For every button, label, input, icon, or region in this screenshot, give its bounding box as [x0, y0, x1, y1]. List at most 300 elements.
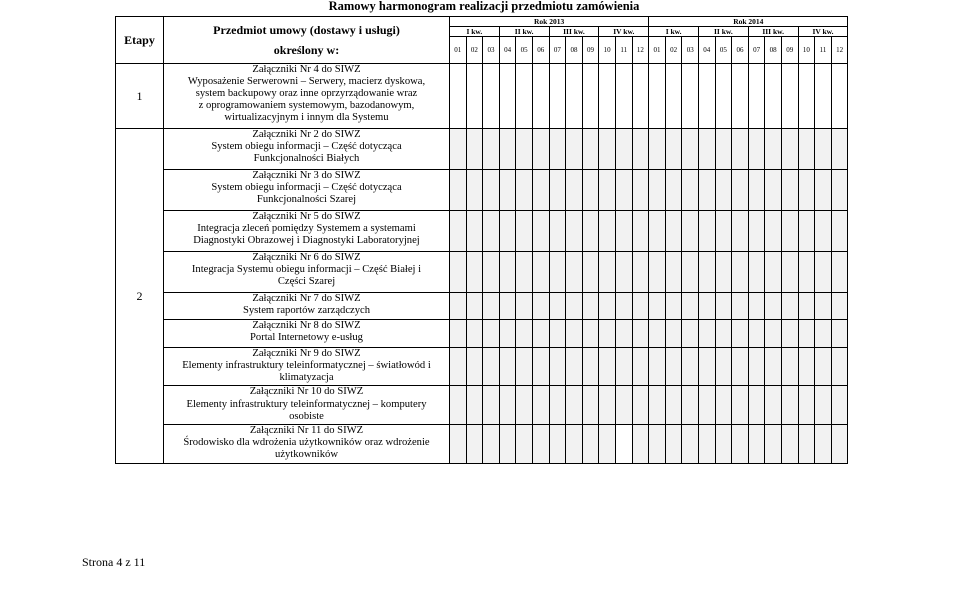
month-cell	[798, 210, 815, 251]
month-cell	[516, 292, 533, 320]
month-cell	[582, 170, 599, 211]
attachment-text-line: wirtualizacyjnym i innym dla Systemu	[224, 112, 389, 124]
month-cell	[715, 64, 732, 129]
month-cell	[632, 292, 649, 320]
quarter-header: II kw.	[699, 27, 749, 37]
month-cell	[516, 347, 533, 386]
month-header: 05	[715, 37, 732, 64]
month-cell	[715, 251, 732, 292]
quarter-header: IV kw.	[798, 27, 848, 37]
month-cell	[483, 425, 500, 464]
month-cell	[715, 210, 732, 251]
month-cell	[566, 64, 583, 129]
month-cell	[599, 386, 616, 425]
stage-number: 2	[116, 129, 164, 464]
month-cell	[665, 347, 682, 386]
month-cell	[582, 320, 599, 348]
month-cell	[682, 64, 699, 129]
month-cell	[483, 210, 500, 251]
attachment-description	[164, 386, 450, 425]
month-cell	[815, 386, 832, 425]
month-cell	[715, 347, 732, 386]
month-header: 08	[765, 37, 782, 64]
month-cell	[499, 320, 516, 348]
month-cell	[466, 251, 483, 292]
month-cell	[532, 292, 549, 320]
attachment-text-line: System raportów zarządczych	[242, 304, 371, 316]
month-cell	[732, 210, 749, 251]
quarter-header: I kw.	[450, 27, 500, 37]
month-header: 02	[665, 37, 682, 64]
month-cell	[831, 386, 848, 425]
month-cell	[466, 425, 483, 464]
month-cell	[450, 129, 467, 170]
month-header: 06	[532, 37, 549, 64]
month-cell	[715, 170, 732, 211]
month-cell	[450, 292, 467, 320]
month-cell	[615, 425, 632, 464]
schedule-row	[116, 425, 848, 464]
schedule-row	[116, 320, 848, 348]
month-cell	[632, 64, 649, 129]
month-cell	[732, 64, 749, 129]
month-cell	[499, 129, 516, 170]
month-cell	[665, 251, 682, 292]
month-cell	[699, 210, 716, 251]
attachment-text-line: Elementy infrastruktury teleinformatycznej – komputery	[186, 398, 427, 410]
month-cell	[699, 64, 716, 129]
schedule-row	[116, 347, 848, 386]
month-cell	[815, 129, 832, 170]
month-cell	[566, 386, 583, 425]
month-cell	[732, 347, 749, 386]
month-cell	[466, 64, 483, 129]
quarter-header: III kw.	[748, 27, 798, 37]
month-cell	[682, 386, 699, 425]
month-cell	[798, 64, 815, 129]
month-cell	[466, 292, 483, 320]
month-cell	[483, 129, 500, 170]
month-cell	[632, 251, 649, 292]
month-cell	[599, 129, 616, 170]
month-header: 05	[516, 37, 533, 64]
month-cell	[665, 64, 682, 129]
month-cell	[466, 320, 483, 348]
attachment-description	[164, 425, 450, 464]
month-cell	[615, 320, 632, 348]
month-cell	[615, 251, 632, 292]
month-cell	[831, 292, 848, 320]
month-cell	[649, 170, 666, 211]
month-cell	[632, 347, 649, 386]
month-cell	[649, 210, 666, 251]
month-cell	[765, 386, 782, 425]
month-cell	[682, 170, 699, 211]
attachment-text-line: Załączniki Nr 6 do SIWZ	[252, 251, 361, 263]
month-cell	[699, 129, 716, 170]
month-cell	[732, 129, 749, 170]
month-cell	[781, 386, 798, 425]
month-cell	[665, 320, 682, 348]
month-header: 03	[483, 37, 500, 64]
schedule-row	[116, 251, 848, 292]
month-cell	[748, 347, 765, 386]
month-cell	[549, 292, 566, 320]
month-cell	[582, 386, 599, 425]
month-cell	[781, 129, 798, 170]
month-cell	[699, 386, 716, 425]
month-cell	[715, 292, 732, 320]
month-cell	[649, 64, 666, 129]
month-cell	[532, 386, 549, 425]
month-cell	[831, 425, 848, 464]
document-title: Ramowy harmonogram realizacji przedmiotu zamówienia	[328, 0, 640, 13]
month-cell	[765, 251, 782, 292]
month-cell	[582, 425, 599, 464]
month-cell	[632, 129, 649, 170]
month-cell	[532, 129, 549, 170]
quarter-header: II kw.	[499, 27, 549, 37]
attachment-text-line: użytkowników	[275, 449, 338, 461]
month-cell	[748, 320, 765, 348]
month-cell	[516, 129, 533, 170]
month-cell	[798, 129, 815, 170]
month-cell	[516, 170, 533, 211]
attachment-text-line: Załączniki Nr 5 do SIWZ	[252, 210, 361, 222]
month-cell	[549, 347, 566, 386]
attachment-text-line: klimatyzacja	[279, 371, 334, 383]
month-cell	[798, 292, 815, 320]
month-cell	[532, 251, 549, 292]
month-cell	[582, 210, 599, 251]
month-cell	[566, 251, 583, 292]
month-header: 02	[466, 37, 483, 64]
month-cell	[665, 129, 682, 170]
month-cell	[450, 386, 467, 425]
month-cell	[516, 320, 533, 348]
schedule-row	[116, 64, 848, 129]
month-cell	[732, 292, 749, 320]
attachment-text-line: Załączniki Nr 7 do SIWZ	[252, 292, 361, 304]
schedule-row	[116, 170, 848, 211]
month-cell	[665, 292, 682, 320]
month-cell	[450, 64, 467, 129]
month-cell	[566, 210, 583, 251]
month-cell	[483, 170, 500, 211]
month-header: 10	[798, 37, 815, 64]
month-cell	[831, 129, 848, 170]
month-cell	[682, 129, 699, 170]
month-cell	[699, 320, 716, 348]
month-cell	[831, 320, 848, 348]
attachment-description	[164, 210, 450, 251]
month-cell	[748, 170, 765, 211]
month-cell	[582, 292, 599, 320]
attachment-text-line: Funkcjonalności Szarej	[256, 194, 357, 206]
month-cell	[615, 210, 632, 251]
schedule-row	[116, 210, 848, 251]
month-cell	[732, 170, 749, 211]
month-cell	[765, 170, 782, 211]
attachment-text-line: Załączniki Nr 4 do SIWZ	[252, 64, 361, 75]
month-cell	[765, 129, 782, 170]
quarter-header: IV kw.	[599, 27, 649, 37]
month-cell	[682, 425, 699, 464]
schedule-row	[116, 386, 848, 425]
quarter-header: III kw.	[549, 27, 599, 37]
month-cell	[499, 386, 516, 425]
month-cell	[450, 170, 467, 211]
stage-column-header: Etapy	[116, 17, 164, 64]
month-header: 12	[831, 37, 848, 64]
month-cell	[781, 170, 798, 211]
month-cell	[682, 347, 699, 386]
month-cell	[532, 170, 549, 211]
attachment-text-line: z oprogramowaniem systemowym, bazodanowym,	[198, 100, 415, 112]
attachment-description	[164, 251, 450, 292]
month-cell	[483, 347, 500, 386]
month-cell	[682, 210, 699, 251]
attachment-text-line: Części Szarej	[277, 275, 336, 287]
attachment-text-line: Diagnostyki Obrazowej i Diagnostyki Laboratoryjnej	[193, 235, 420, 247]
month-cell	[532, 425, 549, 464]
month-cell	[599, 320, 616, 348]
month-cell	[748, 64, 765, 129]
month-cell	[566, 129, 583, 170]
month-cell	[566, 292, 583, 320]
month-cell	[599, 347, 616, 386]
month-cell	[765, 347, 782, 386]
month-cell	[549, 386, 566, 425]
month-cell	[815, 347, 832, 386]
month-cell	[815, 320, 832, 348]
month-header: 06	[732, 37, 749, 64]
month-header: 07	[549, 37, 566, 64]
month-cell	[582, 251, 599, 292]
attachment-description	[164, 292, 450, 320]
month-header: 11	[815, 37, 832, 64]
subject-header-line-2: określony w:	[273, 43, 340, 57]
attachment-description	[164, 129, 450, 170]
attachment-text-line: Elementy infrastruktury teleinformatycznej – światłowód i	[182, 359, 431, 371]
month-cell	[632, 320, 649, 348]
month-cell	[831, 251, 848, 292]
month-cell	[748, 251, 765, 292]
year-header: Rok 2014	[649, 17, 848, 27]
month-cell	[483, 251, 500, 292]
month-cell	[615, 292, 632, 320]
month-cell	[781, 347, 798, 386]
month-cell	[483, 320, 500, 348]
month-cell	[549, 210, 566, 251]
month-cell	[615, 64, 632, 129]
month-cell	[798, 347, 815, 386]
month-cell	[649, 251, 666, 292]
attachment-text-line: System obiegu informacji – Część dotycząca	[211, 182, 402, 194]
month-cell	[815, 251, 832, 292]
month-header: 01	[450, 37, 467, 64]
month-header: 09	[781, 37, 798, 64]
month-cell	[532, 320, 549, 348]
stage-number: 1	[116, 64, 164, 129]
attachment-text-line: Załączniki Nr 3 do SIWZ	[252, 170, 361, 182]
month-cell	[566, 425, 583, 464]
month-cell	[781, 251, 798, 292]
schedule-row	[116, 129, 848, 170]
month-cell	[450, 320, 467, 348]
month-cell	[831, 347, 848, 386]
month-cell	[450, 210, 467, 251]
month-cell	[599, 425, 616, 464]
month-cell	[649, 129, 666, 170]
month-cell	[748, 425, 765, 464]
attachment-text-line: Środowisko dla wdrożenia użytkowników oraz wdrożenie	[183, 437, 430, 449]
month-cell	[466, 210, 483, 251]
schedule-row	[116, 292, 848, 320]
attachment-description	[164, 64, 450, 129]
month-cell	[781, 64, 798, 129]
attachment-text-line: Załączniki Nr 9 do SIWZ	[252, 347, 361, 359]
month-cell	[516, 210, 533, 251]
month-cell	[499, 347, 516, 386]
month-cell	[699, 170, 716, 211]
year-header: Rok 2013	[450, 17, 649, 27]
subject-column-header	[164, 17, 450, 64]
month-cell	[615, 347, 632, 386]
header-row-years	[116, 17, 848, 27]
month-cell	[549, 320, 566, 348]
month-cell	[815, 170, 832, 211]
month-cell	[450, 251, 467, 292]
month-cell	[831, 210, 848, 251]
month-cell	[499, 292, 516, 320]
month-cell	[649, 386, 666, 425]
month-header: 09	[582, 37, 599, 64]
month-cell	[566, 347, 583, 386]
month-cell	[632, 170, 649, 211]
schedule-table	[115, 16, 848, 464]
month-cell	[781, 292, 798, 320]
month-cell	[483, 292, 500, 320]
month-cell	[582, 129, 599, 170]
attachment-text-line: System obiegu informacji – Część dotycząca	[211, 141, 402, 153]
month-cell	[831, 170, 848, 211]
attachment-text-line: osobiste	[289, 410, 324, 422]
month-cell	[699, 425, 716, 464]
month-cell	[732, 320, 749, 348]
month-header: 10	[599, 37, 616, 64]
month-header: 03	[682, 37, 699, 64]
month-cell	[682, 251, 699, 292]
month-cell	[798, 170, 815, 211]
month-cell	[798, 251, 815, 292]
month-cell	[682, 320, 699, 348]
month-cell	[632, 425, 649, 464]
month-cell	[516, 64, 533, 129]
month-cell	[499, 64, 516, 129]
month-cell	[549, 251, 566, 292]
attachment-text-line: system backupowy oraz inne oprzyrządowanie wraz	[195, 88, 418, 100]
month-cell	[599, 64, 616, 129]
month-cell	[765, 64, 782, 129]
attachment-text-line: Portal Internetowy e-usług	[250, 332, 363, 344]
month-cell	[765, 425, 782, 464]
month-cell	[599, 170, 616, 211]
month-cell	[798, 320, 815, 348]
month-cell	[815, 292, 832, 320]
month-cell	[483, 64, 500, 129]
month-cell	[599, 292, 616, 320]
month-cell	[549, 425, 566, 464]
month-cell	[466, 386, 483, 425]
month-cell	[732, 251, 749, 292]
month-header: 07	[748, 37, 765, 64]
month-cell	[815, 64, 832, 129]
month-cell	[566, 320, 583, 348]
month-cell	[748, 292, 765, 320]
month-cell	[532, 210, 549, 251]
month-header: 11	[615, 37, 632, 64]
month-cell	[748, 129, 765, 170]
attachment-text-line: Wyposażenie Serwerowni – Serwery, macierz dyskowa,	[187, 76, 426, 88]
month-cell	[649, 292, 666, 320]
month-cell	[649, 320, 666, 348]
month-cell	[450, 347, 467, 386]
attachment-description	[164, 170, 450, 211]
attachment-text-line: Funkcjonalności Białych	[253, 153, 360, 165]
month-cell	[483, 386, 500, 425]
attachment-text-line: Integracja zleceń pomiędzy Systemem a systemami	[197, 223, 416, 235]
month-cell	[781, 425, 798, 464]
month-cell	[699, 251, 716, 292]
attachment-text-line: Integracja Systemu obiegu informacji – Część Białej i	[191, 263, 422, 275]
month-cell	[781, 320, 798, 348]
month-cell	[748, 386, 765, 425]
month-cell	[765, 292, 782, 320]
attachment-text-line: Załączniki Nr 2 do SIWZ	[252, 129, 361, 141]
schedule-body	[116, 64, 848, 464]
month-cell	[798, 386, 815, 425]
month-cell	[532, 347, 549, 386]
month-cell	[748, 210, 765, 251]
month-cell	[466, 170, 483, 211]
month-cell	[549, 170, 566, 211]
month-cell	[649, 425, 666, 464]
quarter-header: I kw.	[649, 27, 699, 37]
month-cell	[499, 210, 516, 251]
month-cell	[665, 210, 682, 251]
month-cell	[715, 386, 732, 425]
month-cell	[665, 425, 682, 464]
month-cell	[599, 251, 616, 292]
month-cell	[665, 386, 682, 425]
month-cell	[715, 320, 732, 348]
month-header: 01	[649, 37, 666, 64]
month-cell	[549, 129, 566, 170]
month-cell	[615, 170, 632, 211]
month-cell	[532, 64, 549, 129]
month-cell	[516, 425, 533, 464]
month-cell	[781, 210, 798, 251]
month-cell	[450, 425, 467, 464]
month-cell	[599, 210, 616, 251]
month-cell	[715, 129, 732, 170]
month-cell	[466, 347, 483, 386]
month-header: 12	[632, 37, 649, 64]
month-cell	[715, 425, 732, 464]
month-cell	[765, 210, 782, 251]
month-cell	[582, 64, 599, 129]
